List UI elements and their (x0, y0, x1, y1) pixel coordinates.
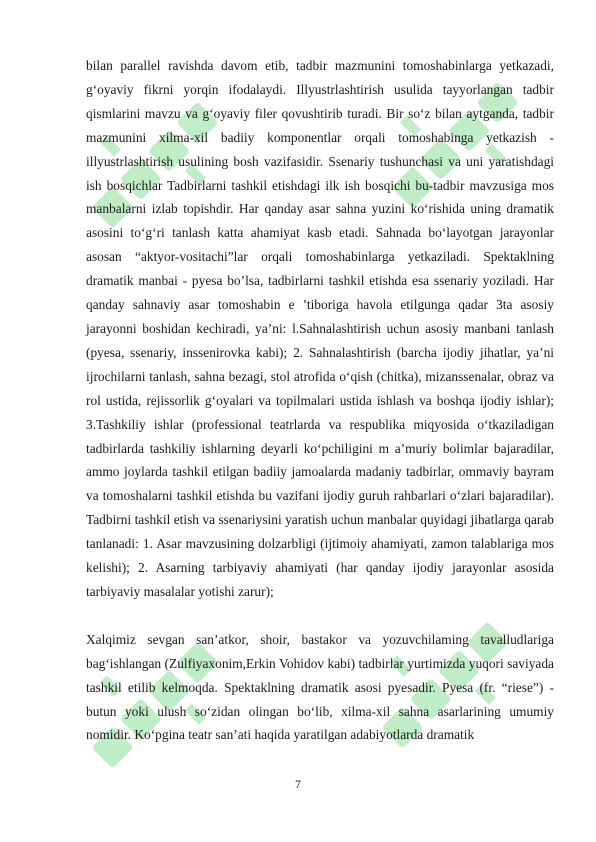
page-number: 7 (295, 777, 301, 791)
paragraph: bilan parallel ravishda davom etib, tadbir mazmunini tomoshabinlarga yetkazadi, g‘oyaviy fikrni yorqin ifodalaydi. Illyustrlashtirish usulida tayyorlangan tadbir qismlarini mavzu va g‘oyaviy filer qovushtirib turadi. Bir so‘z bilan aytganda, tadbir mazmunini xilma-xil badiiy komponentlar orqali tomoshabinga yetkazish - illyustrlashtirish usulining bosh vazifasidir. Ssenariy tushunchasi va uni yaratishdagi ish bosqichlar Tadbirlarni tashkil etishdagi ilk ish bosqichi bu-tadbir mavzusiga mos manbalarni izlab topishdir. Har qanday asar sahna yuzini ko‘rishida uning dramatik asosini to‘g‘ri tanlash katta ahamiyat kasb etadi. Sahnada bo‘layotgan jarayonlar asosan “aktyor-vositachi”lar orqali tomoshabinlarga yetkaziladi. Spektaklning dramatik manbai - pyesa bo’lsa, tadbirlarni tashkil etishda esa ssenariy yoziladi. Har qanday sahnaviy asar tomoshabin e ’tiboriga havola etilgunga qadar 3ta asosiy jarayonni boshidan kechiradi, ya’ni: l.Sahnalashtirish uchun asosiy manbani tanlash (pyesa, ssenariy, inssenirovka kabi); 2. Sahnalashtirish (barcha ijodiy jihatlar, ya’ni ijrochilarni tanlash, sahna bezagi, stol atrofida o‘qish (chitka), mizanssenalar, obraz va rol ustida, rejissorlik g‘oyalari va topilmalari ustida ishlash va boshqa ijodiy ishlar); 3.Tashkiliy ishlar (professional teatrlarda va respublika miqyosida o‘tkaziladigan tadbirlarda tashkiliy ishlarning deyarli ko‘pchiligini m a’muriy bolimlar bajaradilar, ammo joylarda tashkil etilgan badiiy jamoalarda madaniy tadbirlar, ommaviy bayram va tomoshalarni tashkil etishda bu vazifani ijodiy guruh rahbarlari o‘zlari bajaradilar). Tadbirni tashkil etish va ssenariysini yaratish uchun manbalar quyidagi jihatlarga qarab tanlanadi: 1. Asar mavzusining dolzarbligi (ijtimoiy ahamiyati, zamon talablariga mos kelishi); 2. Asarning tarbiyaviy ahamiyati (har qanday ijodiy jarayonlar asosida tarbiyaviy masalalar yotishi zarur); (86, 58, 554, 599)
body-text (86, 54, 554, 747)
paragraph: Xalqimiz sevgan san’atkor, shoir, bastakor va yozuvchilaming tavalludlariga bag‘ishlangan (Zulfiyaxonim,Erkin Vohidov kabi) tadbirlar yurtimizda yuqori saviyada tashkil etilib kelmoqda. Spektaklning dramatik asosi pyesadir. Pyesa (fr. “riese”) - butun yoki ulush so‘zidan olingan bo‘lib, xilma-xil sahna asarlarining umumiy nomidir. Ko‘pgina teatr san’ati haqida yaratilgan adabiyotlarda dramatik (86, 631, 554, 743)
